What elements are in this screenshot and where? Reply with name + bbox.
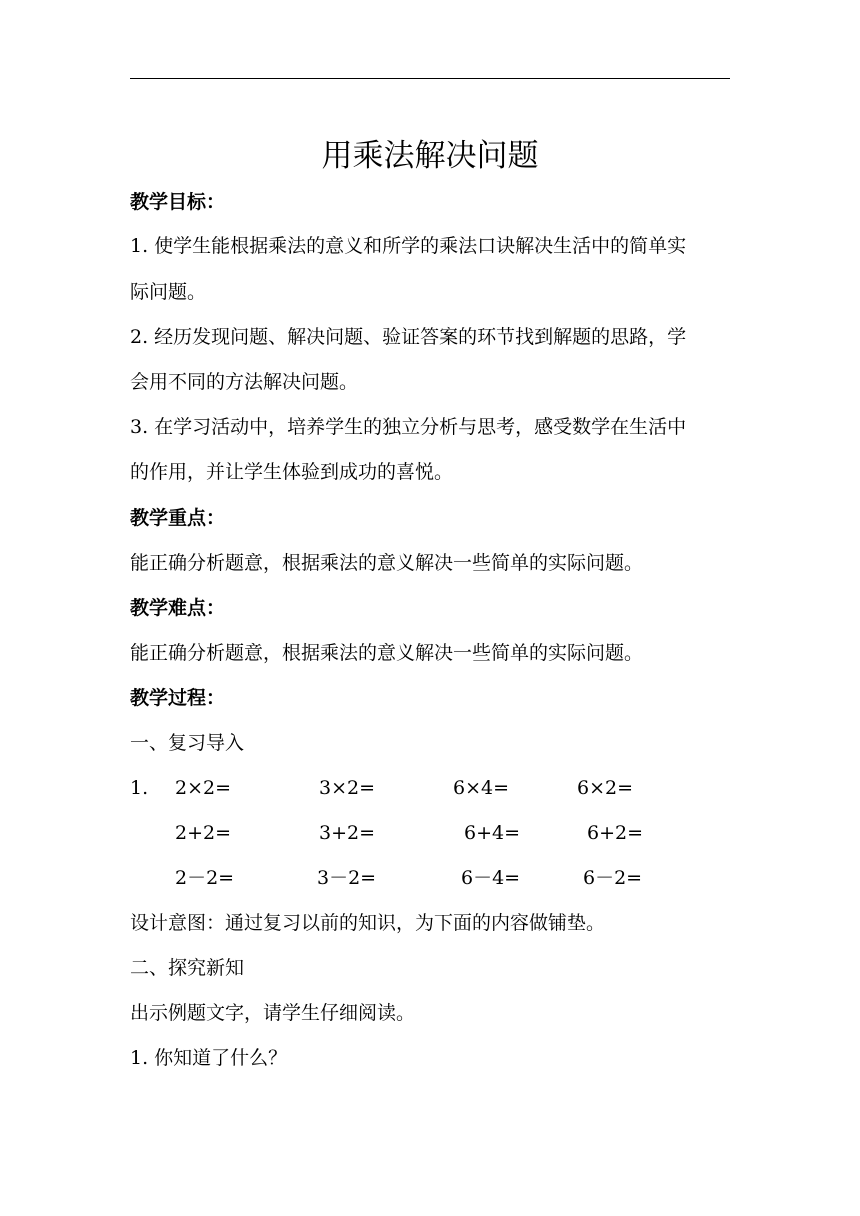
exercise-item: 3+2= <box>319 822 376 844</box>
exercise-item: 6×4= <box>453 777 510 799</box>
objective-3-line-2: 的作用，并让学生体验到成功的喜悦。 <box>130 461 454 483</box>
key-points-text: 能正确分析题意，根据乘法的意义解决一些简单的实际问题。 <box>130 552 644 574</box>
objective-1-line-2: 际问题。 <box>130 281 207 303</box>
exercise-item: 6+4= <box>464 822 521 844</box>
section-review-heading: 一、复习导入 <box>130 732 245 754</box>
exercise-label: 1. <box>130 777 149 799</box>
exercise-item: 6－4= <box>461 867 521 889</box>
objective-1-line-1: 1. 使学生能根据乘法的意义和所学的乘法口诀解决生活中的简单实 <box>130 235 687 257</box>
exercise-item: 2×2= <box>175 777 232 799</box>
exercise-item: 2－2= <box>175 867 235 889</box>
key-points-heading: 教学重点： <box>130 507 226 529</box>
exercise-item: 3×2= <box>319 777 376 799</box>
objective-3-line-1: 3. 在学习活动中，培养学生的独立分析与思考，感受数学在生活中 <box>130 416 687 438</box>
question-1: 1. 你知道了什么？ <box>130 1047 288 1069</box>
exercise-item: 3－2= <box>317 867 377 889</box>
example-instruction: 出示例题文字，请学生仔细阅读。 <box>130 1002 416 1024</box>
exercise-item: 6－2= <box>583 867 643 889</box>
exercise-item: 6+2= <box>587 822 644 844</box>
objective-2-line-2: 会用不同的方法解决问题。 <box>130 371 359 393</box>
exercise-item: 6×2= <box>577 777 634 799</box>
exercise-item: 2+2= <box>175 822 232 844</box>
section-explore-heading: 二、探究新知 <box>130 957 245 979</box>
objective-2-line-1: 2. 经历发现问题、解决问题、验证答案的环节找到解题的思路，学 <box>130 326 687 348</box>
difficulty-text: 能正确分析题意，根据乘法的意义解决一些简单的实际问题。 <box>130 642 644 664</box>
page-title: 用乘法解决问题 <box>321 138 539 174</box>
header-rule <box>130 78 730 79</box>
difficulty-heading: 教学难点： <box>130 597 226 619</box>
objectives-heading: 教学目标： <box>130 191 226 213</box>
design-intent: 设计意图：通过复习以前的知识，为下面的内容做铺垫。 <box>130 912 606 934</box>
process-heading: 教学过程： <box>130 687 226 709</box>
